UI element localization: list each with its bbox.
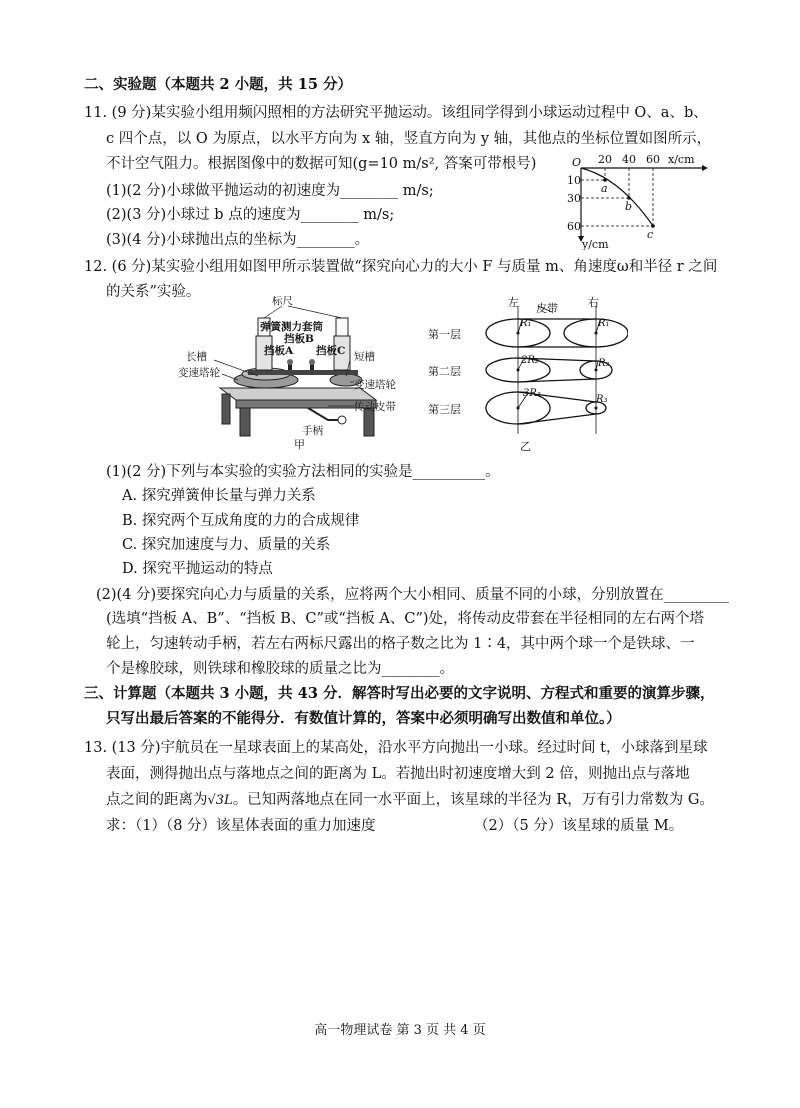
- section-3-heading-line-2: 只写出最后答案的不能得分．有数值计算的，答案中必须明确写出数值和单位。）: [106, 710, 621, 727]
- q12-apparatus-figure-jia: [178, 296, 408, 451]
- label-long-groove: 长槽: [186, 351, 207, 363]
- x-tick-60: 60: [646, 153, 660, 166]
- figure-jia-caption: 甲: [294, 438, 305, 451]
- q13-line-3-text-b: 。已知两落地点在同一水平面上，该星球的半径为 R，万有引力常数为 G。: [232, 792, 714, 808]
- label-short-groove: 短槽: [354, 351, 375, 363]
- q13-distance-formula: √3L: [207, 793, 233, 808]
- label-left: 左: [508, 296, 519, 309]
- q12-part-2-line-3: 轮上，匀速转动手柄，若左右两标尺露出的格子数之比为 1∶4，其中两个球一个是铁球、一: [106, 636, 695, 652]
- label-right: 右: [588, 296, 599, 309]
- q12-option-b: B. 探究两个互成角度的力的合成规律: [122, 513, 360, 529]
- q12-line-2: 的关系”实验。: [106, 284, 201, 300]
- section-3-heading-line-1: 三、计算题（本题共 3 小题，共 43 分．解答时写出必要的文字说明、方程式和重要的演算步骤，: [84, 685, 715, 702]
- q13-line-2: 表面，测得抛出点与落地点之间的距离为 L。若抛出时初速度增大到 2 倍，则抛出点与落地: [106, 766, 690, 782]
- q12-part-2-line-4: 个是橡胶球，则铁球和橡胶球的质量之比为________。: [106, 661, 454, 677]
- label-r2: R₂: [598, 358, 610, 369]
- label-tower-wheel-right: 变速塔轮: [354, 379, 396, 391]
- x-axis-label: x/cm: [668, 153, 695, 166]
- q11-part-2: (2)(3 分)小球过 b 点的速度为________ m/s;: [106, 207, 395, 223]
- q13-line-4b: （2）（5 分）该星球的质量 M。: [474, 818, 684, 834]
- label-r1-left: R₁: [520, 318, 532, 329]
- q12-part-2-line-2: (选填“挡板 A、B”、“挡板 B、C”或“挡板 A、C”)处，将传动皮带套在半径相同的左右两个塔: [106, 611, 705, 627]
- q11-line-1: 11. (9 分)某实验小组用频闪照相的方法研究平抛运动。该组同学得到小球运动过程中 O、a、b、: [84, 105, 708, 121]
- q11-line-2: c 四个点，以 O 为原点，以水平方向为 x 轴，竖直方向为 y 轴，其他点的坐标位置如图所示，: [106, 131, 712, 147]
- q12-part-1: (1)(2 分)下列与本实验的实验方法相同的实验是__________。: [106, 464, 500, 480]
- q11-part-1: (1)(2 分)小球做平抛运动的初速度为________ m/s;: [106, 183, 434, 199]
- label-2r2: 2R₂: [521, 355, 539, 366]
- label-spring-sleeve: 弹簧测力套筒: [260, 321, 323, 333]
- label-layer-2: 第二层: [428, 365, 461, 378]
- page-footer: 高一物理试卷 第 3 页 共 4 页: [314, 1023, 486, 1038]
- point-c-label: c: [647, 228, 654, 241]
- label-belt: 皮带: [536, 302, 558, 315]
- q12-option-a: A. 探究弹簧伸长量与弹力关系: [122, 488, 316, 504]
- y-tick-10: 10: [567, 174, 581, 187]
- label-r1-right: R₁: [598, 318, 610, 329]
- x-tick-40: 40: [622, 153, 636, 166]
- q12-line-1: 12. (6 分)某实验小组用如图甲所示装置做“探究向心力的大小 F 与质量 m、角速度ω和半径 r 之间: [84, 259, 718, 275]
- label-drive-belt: 传动皮带: [354, 401, 396, 413]
- y-tick-30: 30: [567, 192, 581, 205]
- q12-part-2-line-1: (2)(4 分)要探究向心力与质量的关系，应将两个大小相同、质量不同的小球，分别放置在_________: [96, 587, 729, 603]
- section-2-heading: 二、实验题（本题共 2 小题，共 15 分）: [84, 76, 352, 93]
- label-baffle-c: 挡板C: [316, 345, 346, 357]
- figure-yi-caption: 乙: [520, 440, 531, 453]
- q11-line-3: 不计空气阻力。根据图像中的数据可知(g=10 m/s², 答案可带根号): [106, 156, 537, 172]
- q13-line-3-text-a: 点之间的距离为: [106, 792, 208, 808]
- q12-option-c: C. 探究加速度与力、质量的关系: [122, 537, 331, 553]
- y-tick-60: 60: [567, 220, 581, 233]
- q11-trajectory-figure: [560, 150, 710, 250]
- label-handle: 手柄: [302, 425, 323, 437]
- q12-pulley-figure-yi: [428, 296, 628, 456]
- label-3r3: 3R₃: [523, 388, 541, 399]
- origin-label: O: [572, 156, 582, 169]
- label-baffle-b: 挡板B: [284, 333, 314, 345]
- q12-option-d: D. 探究平抛运动的特点: [122, 561, 273, 577]
- q13-line-4a: 求：（1）（8 分）该星体表面的重力加速度: [106, 818, 376, 834]
- x-tick-20: 20: [598, 153, 612, 166]
- label-r3: R₃: [596, 394, 608, 405]
- point-b-label: b: [625, 200, 633, 213]
- label-layer-3: 第三层: [428, 403, 461, 416]
- label-baffle-a: 挡板A: [264, 345, 294, 357]
- q13-line-1: 13. (13 分)宇航员在一星球表面上的某高处，沿水平方向抛出一小球。经过时间 t，小球落到星球: [84, 740, 708, 756]
- label-ruler: 标尺: [272, 296, 293, 307]
- y-axis-label: y/cm: [582, 238, 609, 250]
- point-a-label: a: [601, 182, 608, 195]
- label-tower-wheel-left: 变速塔轮: [178, 367, 220, 379]
- label-layer-1: 第一层: [428, 328, 461, 341]
- q13-line-3: [106, 793, 714, 808]
- q11-part-3: (3)(4 分)小球抛出点的坐标为________。: [106, 232, 370, 248]
